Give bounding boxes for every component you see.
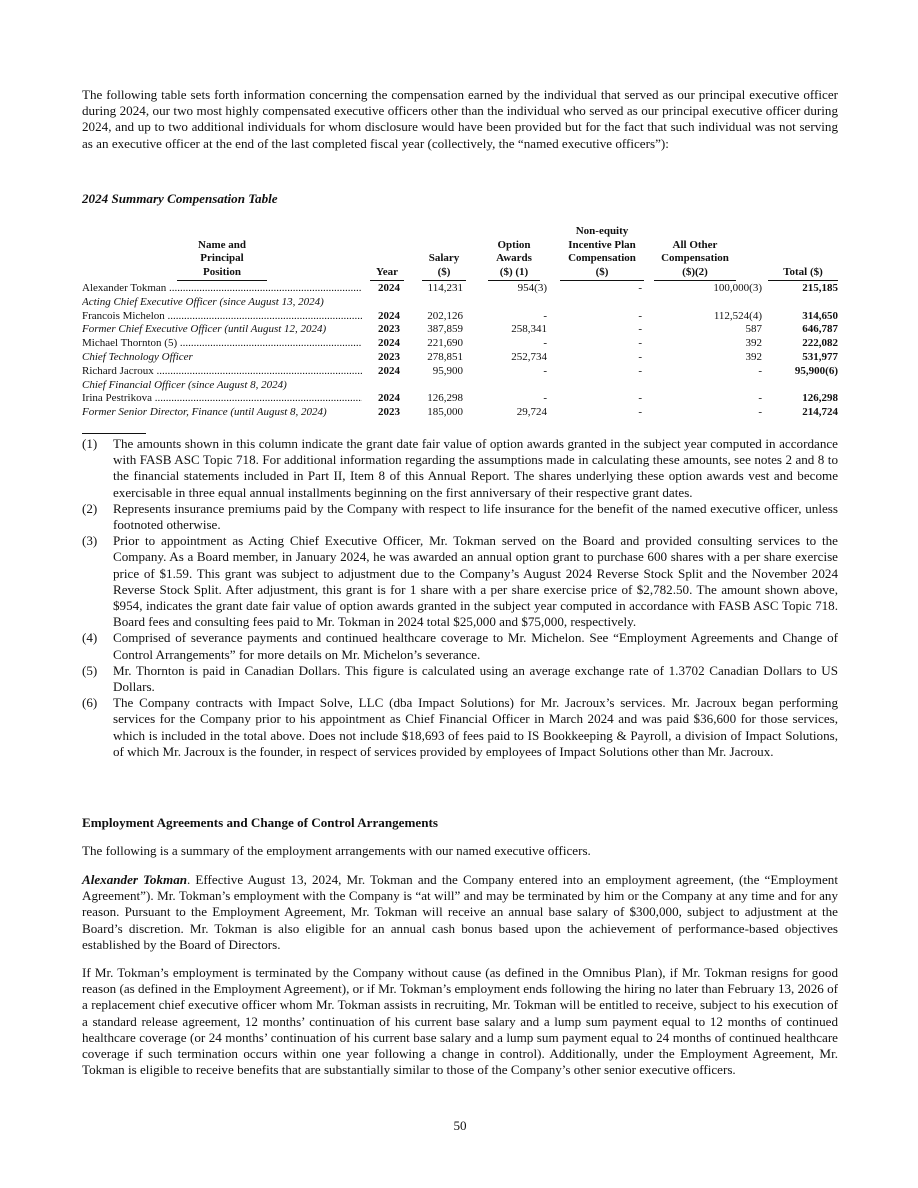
header-year-line: Year: [376, 266, 398, 279]
row-option: -: [543, 364, 547, 377]
header-neip-line: Compensation: [568, 252, 636, 265]
row-name: Former Senior Director, Finance (until August 8, 2024): [82, 406, 327, 419]
table-row: [82, 337, 838, 351]
row-total: 222,082: [802, 337, 838, 350]
header-name-line: Name and: [198, 238, 246, 251]
header-year: [370, 266, 404, 281]
header-option-line: Option: [497, 238, 531, 251]
row-neip: -: [638, 406, 642, 419]
row-option: 258,341: [511, 323, 547, 336]
row-year: 2024: [378, 282, 400, 294]
footnote-number: (5): [82, 662, 98, 678]
row-year: 2024: [378, 309, 400, 322]
header-neip-line: Incentive Plan: [568, 238, 636, 251]
row-year: 2024: [378, 337, 400, 350]
row-neip: -: [638, 364, 642, 377]
table-header: [82, 226, 838, 282]
row-total: 215,185: [802, 282, 838, 294]
row-name: Richard Jacroux .....: [82, 365, 362, 379]
row-neip: -: [638, 323, 642, 336]
row-total: 95,900(6): [794, 364, 838, 377]
row-other: 112,524(4): [713, 309, 762, 322]
row-name: Acting Chief Executive Officer (since August 13, 2024): [82, 295, 324, 308]
paragraph-lead: Alexander Tokman: [82, 872, 188, 887]
footnote-number: (3): [82, 533, 98, 549]
row-other: -: [758, 392, 762, 405]
row-salary: 95,900: [432, 364, 463, 377]
table-row: [82, 351, 838, 365]
row-option: -: [543, 309, 547, 322]
footnote-text: Mr. Thornton is paid in Canadian Dollars. This figure is calculated using an average exchange rate of 1.3702 Canadian Dollars to US Dollars.: [113, 662, 838, 695]
section-summary: The following is a summary of the employment arrangements with our named executive officers.: [82, 843, 591, 858]
row-name: Chief Technology Officer: [82, 350, 193, 363]
footnote-text: The amounts shown in this column indicate the grant date fair value of option awards granted in the subject year computed in accordance with FASB ASC Topic 718. For additional information regarding the assumptions made in calculating these amounts, see notes 2 and 8 to the financial statements included in Part II, Item 8 of this Annual Report. The shares underlying these option awards vest and become exercisable in three equal annual installments beginning on the first anniversary of their respective grant dates.: [113, 436, 838, 500]
row-option: -: [543, 392, 547, 405]
row-option: 29,724: [516, 406, 547, 419]
row-name: Former Chief Executive Officer (until August 12, 2024): [82, 323, 327, 336]
row-year: 2024: [378, 364, 400, 377]
header-name: [177, 239, 267, 281]
intro-paragraph: The following table sets forth information concerning the compensation earned by the individual that served as our principal executive officer during 2024, our two most highly compensated executive officers other than the individual who served as our principal executive officer during 2024, and up to two additional individuals for whom disclosure would have been provided but for the fact that such individual was not serving as an executive officer at the end of the last completed fiscal year (collectively, the “named executive officers”):: [82, 87, 838, 151]
footnote: [82, 630, 838, 662]
header-salary-line: ($): [437, 266, 451, 279]
summary-compensation-table: [82, 226, 838, 420]
row-neip: -: [638, 309, 642, 322]
header-option-line: Awards: [496, 252, 532, 265]
table-body: [82, 282, 838, 420]
footnote-number: (2): [82, 500, 98, 516]
row-neip: -: [638, 282, 642, 294]
header-other-line: All Other: [672, 238, 718, 251]
row-total: 214,724: [802, 406, 838, 419]
footnote-text: Comprised of severance payments and continued healthcare coverage to Mr. Michelon. See “Employment Agreements and Change of Control Arrangements” for more details on Mr. Michelon’s severance.: [113, 630, 838, 662]
row-year: 2023: [378, 323, 400, 336]
header-neip-line: Non-equity: [575, 224, 629, 237]
row-total: 531,977: [802, 350, 838, 363]
header-other: [654, 239, 736, 281]
row-salary: 221,690: [427, 337, 463, 350]
tokman-agreement-paragraph: [82, 872, 838, 953]
row-option: 252,734: [511, 350, 547, 363]
footnote: [82, 533, 838, 630]
header-total: [768, 266, 838, 281]
footnote: [82, 663, 838, 695]
table-row: [82, 365, 838, 379]
page-number: 50: [453, 1118, 467, 1133]
row-year: 2023: [378, 350, 400, 363]
row-other: 392: [745, 350, 762, 363]
table-row: [82, 323, 838, 337]
row-neip: -: [638, 337, 642, 350]
table-row: [82, 282, 838, 296]
header-total-line: Total ($): [783, 266, 823, 279]
header-name-line: Principal: [200, 252, 244, 265]
row-salary: 202,126: [427, 309, 463, 322]
row-option: 954(3): [517, 282, 547, 294]
row-option: -: [543, 337, 547, 350]
footnote-text: The Company contracts with Impact Solve, LLC (dba Impact Solutions) for Mr. Jacroux’s services. Mr. Jacroux began performing services for the Company prior to his appointment as Chief Financial Officer in March 2024 and was paid $36,600 for those services, which is included in the total above. Does not include $18,693 of fees paid to IS Bookkeeping & Payroll, a division of Impact Solutions, of which Mr. Jacroux is the founder, in respect of services provided by employees of Impact Solutions other than Mr. Jacroux.: [113, 695, 838, 759]
row-other: -: [758, 406, 762, 419]
row-year: 2024: [378, 392, 400, 405]
table-title: 2024 Summary Compensation Table: [82, 191, 278, 206]
row-name: Chief Financial Officer (since August 8, 2024): [82, 378, 287, 391]
header-salary: [422, 252, 466, 281]
row-other: 587: [745, 323, 762, 336]
row-salary: 185,000: [427, 406, 463, 419]
footnotes: [82, 436, 838, 760]
footnote-divider: [82, 433, 146, 434]
footnote: [82, 501, 838, 533]
header-other-line: ($)(2): [682, 266, 708, 279]
row-total: 646,787: [802, 323, 838, 336]
row-other: -: [758, 364, 762, 377]
table-row: [82, 310, 838, 324]
row-neip: -: [638, 350, 642, 363]
section-heading: Employment Agreements and Change of Control Arrangements: [82, 815, 438, 830]
row-salary: 278,851: [427, 350, 463, 363]
paragraph-text: . Effective August 13, 2024, Mr. Tokman and the Company entered into an employment agreement, (the “Employment Agreement”). Mr. Tokman’s employment with the Company is “at will” and may be terminated by him or the Company at any time and for any reason. Pursuant to the Employment Agreement, Mr. Tokman will receive an annual base salary of $300,000, subject to adjustment at the Board’s discretion. Mr. Tokman is also eligible for an annual cash bonus based upon the achievement of performance-based objectives established by the Board of Directors.: [82, 872, 838, 952]
header-salary-line: Salary: [428, 252, 460, 265]
table-row: [82, 296, 838, 310]
footnote: [82, 695, 838, 760]
table-row: [82, 406, 838, 420]
row-neip: -: [638, 392, 642, 405]
row-salary: 114,231: [427, 282, 463, 294]
footnote-text: Prior to appointment as Acting Chief Executive Officer, Mr. Tokman served on the Board and provided consulting services to the Company. As a Board member, in January 2024, he was awarded an annual option grant to purchase 600 shares with a per share exercise price of $1.59. This grant was subject to adjustment due to the Company’s August 2024 Reverse Stock Split and the November 2024 Reverse Stock Split. After adjustment, this grant is for 1 share with a per share exercise price of $2,782.50. The amount shown above, $954, indicates the grant date fair value of option awards granted in the subject year computed in accordance with FASB ASC Topic 718. Board fees and consulting fees paid to Mr. Tokman in 2024 total $25,000 and $75,000, respectively.: [113, 533, 838, 630]
table-row: [82, 392, 838, 406]
row-total: 314,650: [802, 309, 838, 322]
row-name: Michael Thornton (5) .....: [82, 337, 362, 351]
footnote-text: Represents insurance premiums paid by the Company with respect to life insurance for the benefit of the named executive officer, unless footnoted otherwise.: [113, 500, 838, 533]
row-name: Alexander Tokman .....: [82, 282, 362, 296]
row-other: 392: [745, 337, 762, 350]
row-total: 126,298: [802, 392, 838, 405]
tokman-termination-paragraph: If Mr. Tokman’s employment is terminated by the Company without cause (as defined in the Omnibus Plan), if Mr. Tokman resigns for good reason (as defined in the Employment Agreement), or if Mr. Tokman’s employment ends following the hiring no later than February 13, 2026 of a replacement chief executive officer whom Mr. Tokman assists in recruiting, Mr. Tokman will be entitled to receive, subject to his execution of a standard release agreement, 12 months’ continuation of his current base salary and a lump sum payment equal to 12 months of continued healthcare coverage (or 24 months’ continuation of his current base salary and a lump sum payment equal to 24 months of continued healthcare coverage if such termination occurs within one year following a change in control). Additionally, under the Employment Agreement, Mr. Tokman is eligible to receive benefits that are substantially similar to those of the Company’s other senior executive officers.: [82, 965, 838, 1078]
footnote-number: (6): [82, 695, 98, 711]
row-salary: 126,298: [427, 392, 463, 405]
header-neip: [560, 225, 644, 281]
footnote: [82, 436, 838, 501]
footnote-number: (4): [82, 630, 98, 646]
table-row: [82, 379, 838, 393]
header-name-line: Position: [203, 266, 241, 279]
row-year: 2023: [378, 406, 400, 419]
header-option: [488, 239, 540, 281]
row-salary: 387,859: [427, 323, 463, 336]
header-neip-line: ($): [595, 266, 609, 279]
row-other: 100,000(3): [713, 282, 762, 294]
row-name: Francois Michelon .....: [82, 310, 362, 324]
header-other-line: Compensation: [661, 252, 729, 265]
footnote-number: (1): [82, 436, 98, 451]
header-option-line: ($) (1): [499, 266, 529, 279]
row-name: Irina Pestrikova .....: [82, 392, 362, 406]
